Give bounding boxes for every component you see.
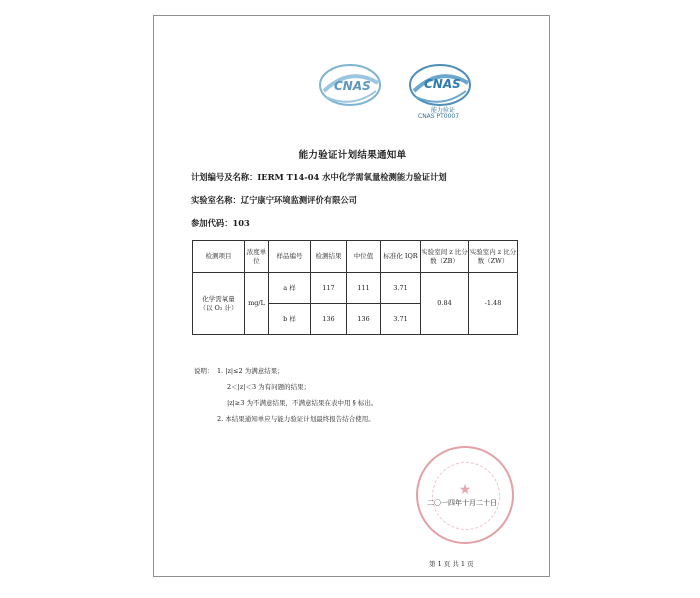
sample-cell: b 样 [269,304,311,335]
sample-cell: a 样 [269,273,311,304]
lab-value: 辽宁康宁环境监测评价有限公司 [240,195,357,205]
header-cell: 检测项目 [193,241,245,273]
seal-star-icon: ★ [458,482,472,498]
code-label: 参加代码： [191,218,233,228]
median-cell: 136 [347,304,381,335]
lab-label: 实验室名称： [191,195,241,205]
code-value: 103 [232,218,250,228]
header-cell: 实验室内 z 比分数（ZW） [469,241,518,273]
header-cell: 样品编号 [269,241,311,273]
header-cell: 中位值 [347,241,381,273]
logo-right-text: CNAS [424,77,461,91]
note-1c: |z|≥3 为不满意结果，不满意结果在表中用 § 标出。 [227,399,378,407]
median-cell: 111 [347,273,381,304]
lab-line [191,194,357,206]
page-footer: 第 1 页 共 1 页 [429,560,474,568]
item-cell: 化学需氧量（以 O₂ 计） [193,273,245,335]
header-cell: 浓度单位 [245,241,269,273]
table-row [193,273,518,304]
header-cell: 实验室间 z 比分数（ZB） [421,241,469,273]
document-page [153,15,550,577]
results-table [192,240,518,335]
logo-right-caption: 能力验证 [431,107,456,114]
cnas-logo-right [404,61,476,131]
official-seal [416,446,514,544]
plan-label: 计划编号及名称： [191,172,258,182]
header-cell: 标准化 IQR [381,241,421,273]
header-cell: 检测结果 [311,241,347,273]
zb-cell: 0.84 [421,273,469,335]
code-line [191,217,250,229]
plan-value: IERM T14-04 水中化学需氧量检测能力验证计划 [257,172,447,182]
document-title: 能力验证计划结果通知单 [298,150,407,161]
cnas-logo-left [314,61,386,119]
result-cell: 117 [311,273,347,304]
note-2: 2. 本结果通知单应与能力验证计划最终报告结合使用。 [217,415,375,423]
zw-cell: -1.48 [469,273,518,335]
unit-cell: mg/L [245,273,269,335]
iqr-cell: 3.71 [381,304,421,335]
table-header-row [193,241,518,273]
plan-line [191,171,447,183]
logo-left-text: CNAS [334,79,371,93]
issue-date: 二〇一四年十月二十日 [427,499,497,507]
note-1: 1. |z|≤2 为满意结果； [217,367,284,375]
iqr-cell: 3.71 [381,273,421,304]
note-1b: 2＜|z|＜3 为有问题的结果； [227,383,311,391]
logo-right-code: CNAS PT0007 [418,113,460,120]
notes-prefix: 说明： [194,367,214,375]
result-cell: 136 [311,304,347,335]
